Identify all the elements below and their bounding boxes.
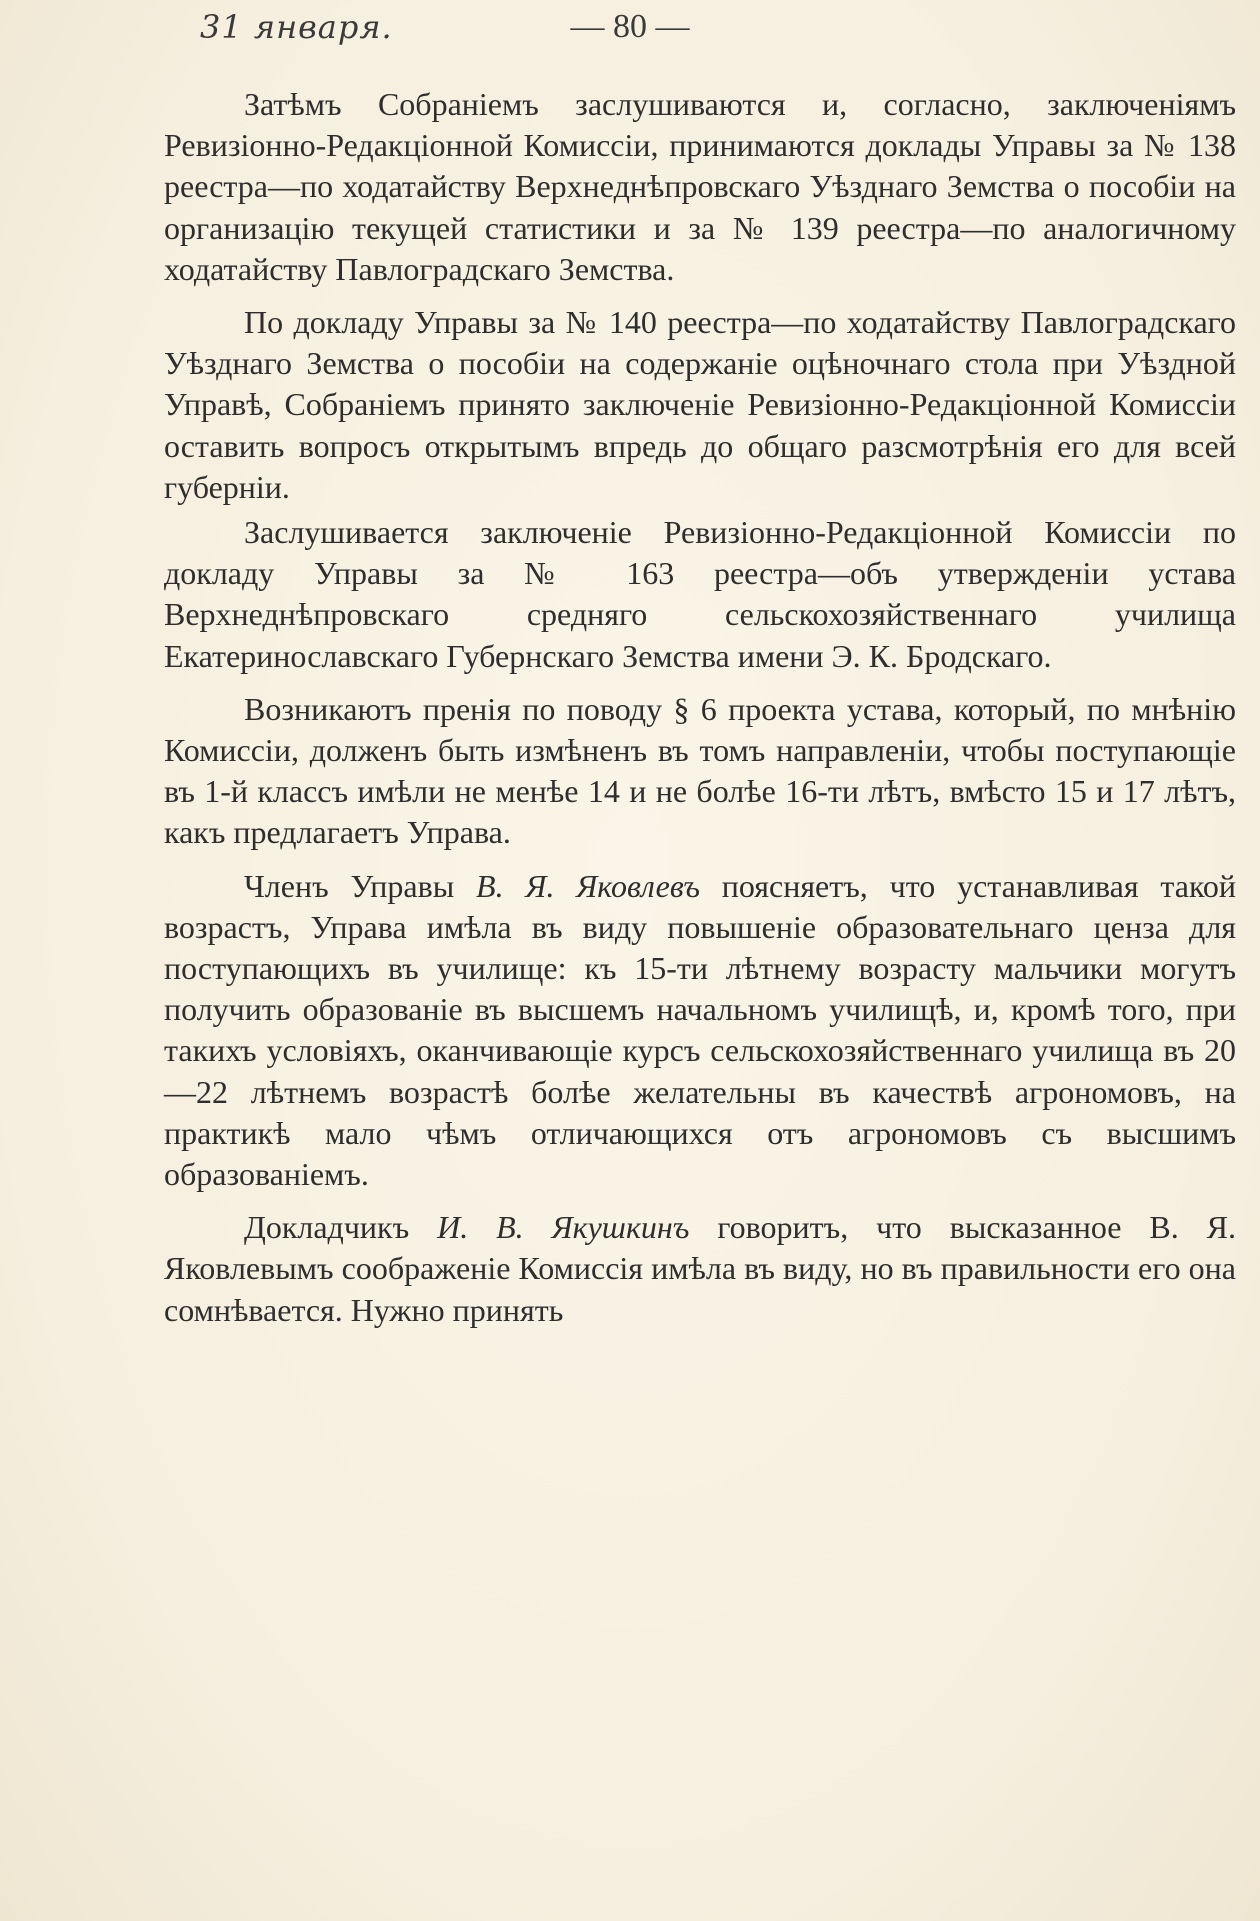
paragraph-4: Возникаютъ пренія по поводу § 6 проекта устава, который, по мнѣнію Комиссіи, долженъ быть измѣненъ въ томъ направленіи, чтобы поступающіе въ 1-й классъ имѣли не менѣе 14 и не болѣе 16-ти лѣтъ, вмѣсто 15 и 17 лѣтъ, какъ предлагаетъ Управа. [164,690,1236,851]
paragraph-6 [164,1207,1236,1331]
page-number: — 80 — [570,8,690,45]
paragraph-6-lead: Докладчикъ [244,1209,438,1246]
paragraph-1: Затѣмъ Собраніемъ заслушиваются и, согласно, заключеніямъ Ревизіонно-Редакціонной Комиссіи, принимаются доклады Управы за № 138 реестра—по ходатайству Верхнеднѣпровскаго Уѣзднаго Земства о пособіи на организацію текущей статистики и за № 139 реестра—по аналогичному ходатайству Павлоградскаго Земства. [164,86,1236,287]
paragraph-6-body: говоритъ, что высказанное В. Я. Яковлевымъ соображеніе Комиссія имѣла въ виду, но въ правильности его она сомнѣвается. Нужно принять [164,1209,1237,1328]
paragraph-3: Заслушивается заключеніе Ревизіонно-Редакціонной Комиссіи по докладу Управы за № 163 реестра—объ утвержденіи устава Верхнеднѣпровскаго средняго сельскохозяйственнаго училища Екатеринославскаго Губернскаго Земства имени Э. К. Бродскаго. [164,514,1236,674]
paragraph-5-lead: Членъ Управы [244,867,477,904]
paragraph-5 [164,866,1236,1196]
speaker-name: И. В. Якушкинъ [437,1209,690,1246]
document-body [164,84,1236,1331]
paragraph-2: По докладу Управы за № 140 реестра—по ходатайству Павлоградскаго Уѣзднаго Земства о пособіи на содержаніе оцѣночнаго стола при Уѣздной Управѣ, Собраніемъ принято заключеніе Ревизіонно-Редакціонной Комиссіи оставить вопросъ открытымъ впредь до общаго разсмотрѣнія его для всей губерніи. [164,304,1236,505]
paragraph-5-body: поясняетъ, что устанавливая такой возрастъ, Управа имѣла въ виду повышеніе образовательнаго ценза для поступающихъ въ училище: къ 15-ти лѣтнему возрасту мальчики могутъ получить образованіе въ высшемъ начальномъ училищѣ, и, кромѣ того, при такихъ условіяхъ, оканчивающіе курсъ сельскохозяйственнаго училища въ 20—22 лѣтнемъ возрастѣ болѣе желательны въ качествѣ агрономовъ, на практикѣ мало чѣмъ отличающихся отъ агрономовъ съ высшимъ образованіемъ. [164,867,1236,1193]
speaker-name: В. Я. Яковлевъ [476,867,700,904]
page-date: 31 января. [200,8,393,46]
